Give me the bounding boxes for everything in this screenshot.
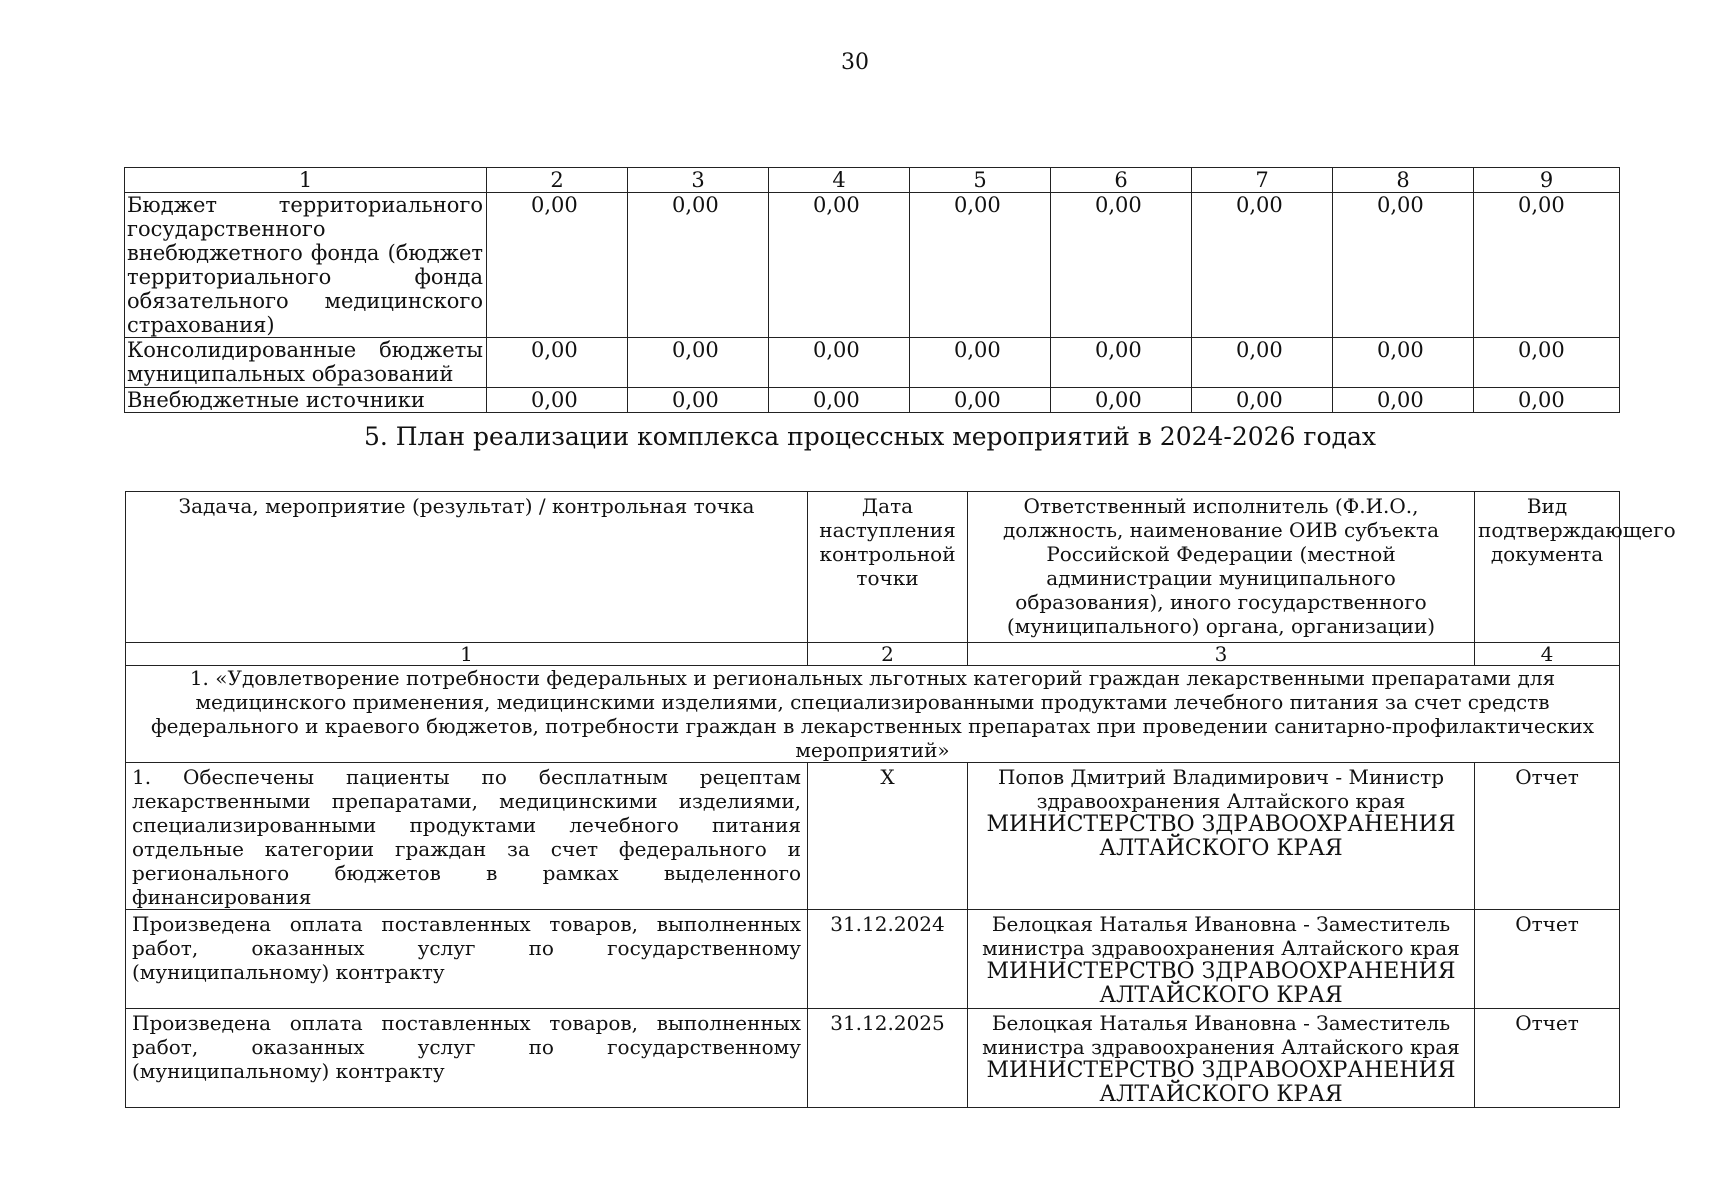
budget-value: 0,00 (1474, 193, 1620, 338)
budget-header-cell: 6 (1051, 168, 1192, 193)
plan-document-type: Отчет (1475, 910, 1620, 1009)
column-number: 1 (126, 643, 808, 666)
budget-value: 0,00 (1192, 193, 1333, 338)
budget-value: 0,00 (628, 338, 769, 388)
plan-row (126, 1009, 1620, 1108)
responsible-organization: МИНИСТЕРСТВО ЗДРАВООХРАНЕНИЯ АЛТАЙСКОГО КРАЯ (986, 1058, 1456, 1107)
budget-header-cell: 8 (1333, 168, 1474, 193)
column-number: 4 (1475, 643, 1620, 666)
plan-date: 31.12.2024 (808, 910, 968, 1009)
plan-table (125, 491, 1676, 1108)
column-number: 3 (968, 643, 1475, 666)
plan-task: Произведена оплата поставленных товаров, выполненных работ, оказанных услуг по государственному (муниципальному) контракту (126, 1009, 808, 1108)
budget-value: 0,00 (487, 388, 628, 413)
budget-row (125, 338, 1620, 388)
plan-header-cell: Ответственный исполнитель (Ф.И.О., должность, наименование ОИВ субъекта Российской Федерации (местной администрации муниципального образования), иного государственного (муниципального) органа, организации) (968, 492, 1475, 643)
plan-task: 1. Обеспечены пациенты по бесплатным рецептам лекарственными препаратами, медицинскими изделиями, специализированными продуктами лечебного питания отдельные категории граждан за счет федерального и регионального бюджетов в рамках выделенного финансирования (126, 763, 808, 910)
task-group-row (126, 666, 1620, 763)
plan-header-cell: Вид подтверждающего документа (1475, 492, 1620, 643)
budget-value: 0,00 (910, 338, 1051, 388)
plan-header-row (126, 492, 1620, 643)
responsible-person: Белоцкая Наталья Ивановна - Заместитель министра здравоохранения Алтайского края (982, 1011, 1460, 1059)
budget-value: 0,00 (1474, 388, 1620, 413)
plan-task: Произведена оплата поставленных товаров, выполненных работ, оказанных услуг по государственному (муниципальному) контракту (126, 910, 808, 1009)
plan-row (126, 910, 1620, 1009)
budget-value: 0,00 (487, 338, 628, 388)
budget-value: 0,00 (1333, 338, 1474, 388)
budget-value: 0,00 (1051, 338, 1192, 388)
budget-value: 0,00 (1192, 388, 1333, 413)
budget-header-cell: 9 (1474, 168, 1620, 193)
budget-header-cell: 5 (910, 168, 1051, 193)
budget-value: 0,00 (487, 193, 628, 338)
budget-header-cell: 2 (487, 168, 628, 193)
budget-value: 0,00 (1192, 338, 1333, 388)
budget-header-cell: 3 (628, 168, 769, 193)
plan-document-type: Отчет (1475, 763, 1620, 910)
budget-header-row (125, 168, 1620, 193)
plan-responsible (968, 763, 1475, 910)
budget-value: 0,00 (628, 193, 769, 338)
page-number: 30 (841, 50, 869, 75)
budget-row (125, 193, 1620, 338)
responsible-organization: МИНИСТЕРСТВО ЗДРАВООХРАНЕНИЯ АЛТАЙСКОГО КРАЯ (986, 812, 1456, 861)
budget-header-cell: 7 (1192, 168, 1333, 193)
responsible-person: Белоцкая Наталья Ивановна - Заместитель министра здравоохранения Алтайского края (982, 912, 1460, 960)
budget-table (124, 167, 1620, 413)
budget-row-label: Консолидированные бюджеты муниципальных образований (125, 338, 487, 388)
budget-value: 0,00 (910, 388, 1051, 413)
budget-value: 0,00 (769, 388, 910, 413)
plan-document-type: Отчет (1475, 1009, 1620, 1108)
budget-header-cell: 4 (769, 168, 910, 193)
column-number: 2 (808, 643, 968, 666)
budget-value: 0,00 (1333, 388, 1474, 413)
budget-value: 0,00 (769, 338, 910, 388)
budget-value: 0,00 (910, 193, 1051, 338)
plan-column-numbers-row (126, 643, 1620, 666)
budget-value: 0,00 (769, 193, 910, 338)
task-group-title: 1. «Удовлетворение потребности федеральных и региональных льготных категорий граждан лекарственными препаратами для медицинского применения, медицинскими изделиями, специализированными продуктами лечебного питания за счет средств федерального и краевого бюджетов, потребности граждан в лекарственных препаратах при проведении санитарно-профилактических мероприятий» (126, 666, 1620, 763)
plan-responsible (968, 1009, 1475, 1108)
responsible-person: Попов Дмитрий Владимирович - Министр здравоохранения Алтайского края (997, 765, 1445, 813)
budget-value: 0,00 (628, 388, 769, 413)
section-title: 5. План реализации комплекса процессных мероприятий в 2024-2026 годах (364, 422, 1376, 451)
plan-responsible (968, 910, 1475, 1009)
budget-value: 0,00 (1333, 193, 1474, 338)
budget-header-cell: 1 (125, 168, 487, 193)
plan-header-cell: Дата наступления контрольной точки (808, 492, 968, 643)
budget-value: 0,00 (1051, 388, 1192, 413)
budget-value: 0,00 (1474, 338, 1620, 388)
budget-row-label: Бюджет территориального государственного внебюджетного фонда (бюджет территориального фонда обязательного медицинского страхования) (125, 193, 487, 338)
plan-date: 31.12.2025 (808, 1009, 968, 1108)
plan-date: X (808, 763, 968, 910)
plan-row (126, 763, 1620, 910)
budget-value: 0,00 (1051, 193, 1192, 338)
plan-header-cell: Задача, мероприятие (результат) / контрольная точка (126, 492, 808, 643)
responsible-organization: МИНИСТЕРСТВО ЗДРАВООХРАНЕНИЯ АЛТАЙСКОГО КРАЯ (986, 959, 1456, 1008)
budget-row (125, 388, 1620, 413)
budget-row-label: Внебюджетные источники (125, 388, 487, 413)
